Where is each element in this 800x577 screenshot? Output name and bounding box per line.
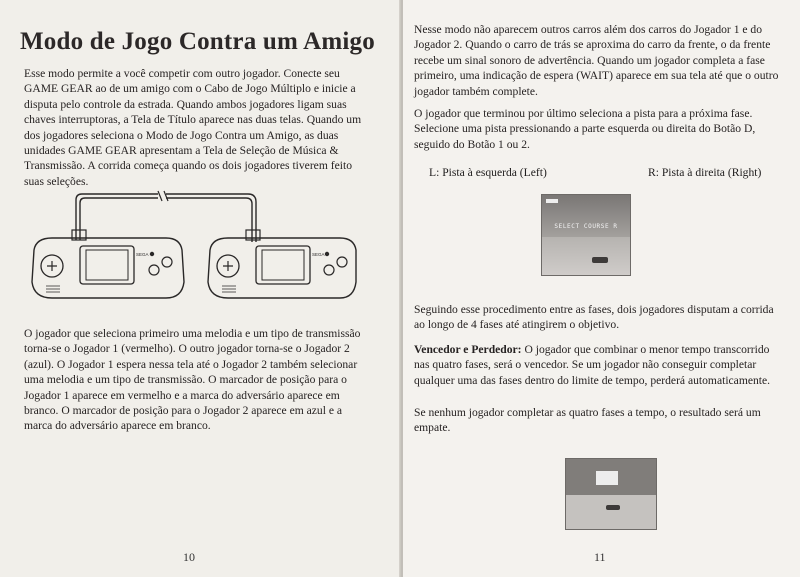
race-screenshot <box>565 458 657 530</box>
winner-loser-text: O jogador que combinar o menor tempo transcorrido nas quatro fases, será o vencedor. Se um jogador não conseguir completar qualquer uma das fases dentro do limite de tempo, perderá automaticamente. <box>414 343 771 387</box>
page-number-right: 11 <box>594 550 606 564</box>
winner-loser-paragraph <box>414 342 780 388</box>
player-paragraph: O jogador que seleciona primeiro uma melodia e um tipo de transmissão torna-se o Jogador 1 (vermelho). O outro jogador torna-se o Jogador 2 (azul). O Jogador 1 espera nessa tela até o Jogador 2 também selecionar uma melodia e um tipo de transmissão. O marcador de posição para o Jogador 1 aparece em vermelho e a marca do adversário aparece em branco. O marcador de posição para o Jogador 2 aparece em azul e a marca do adversário aparece em branco. <box>24 327 361 433</box>
select-course-screenshot <box>541 194 631 276</box>
winner-loser-label: Vencedor e Perdedor: <box>414 343 522 356</box>
draw-paragraph: Se nenhum jogador completar as quatro fases a tempo, o resultado será um empate. <box>414 406 761 435</box>
intro-paragraph: Esse modo permite a você competir com outro jogador. Conecte seu GAME GEAR ao de um amigo com o Cabo de Jogo Múltiplo e inicie a disputa pelo controle da estrada. Quando ambos jogadores ligam suas chaves interruptoras, a Tela de Título aparece nas duas telas. Quando um dos jogadores seleciona o Modo de Jogo Contra um Amigo, as duas unidades GAME GEAR apresentam a Tela de Seleção de Música & Transmissão. A corrida começa quando os dois jogadores tiverem feito suas seleções. <box>24 67 362 188</box>
page-title: Modo de Jogo Contra um Amigo <box>20 28 375 55</box>
page-number-left: 10 <box>183 550 195 564</box>
right-track-label: R: Pista à direita (Right) <box>648 166 762 179</box>
right-page <box>403 0 800 577</box>
select-track-paragraph: O jogador que terminou por último seleciona a pista para a próxima fase. Selecione uma pista pressionando a parte esquerda ou direita do Botão D, seguido do Botão 1 ou 2. <box>414 107 756 151</box>
stages-paragraph: Seguindo esse procedimento entre as fases, dois jogadores disputam a corrida ao longo de 4 fases até atingirem o objetivo. <box>414 303 774 332</box>
select-course-text: SELECT COURSE R <box>554 223 618 230</box>
race-road <box>566 495 656 529</box>
link-cable-illustration <box>28 190 358 302</box>
device-logo-1: SEGA <box>136 252 149 257</box>
car-sprite <box>592 257 608 263</box>
no-other-cars-paragraph: Nesse modo não aparecem outros carros além dos carros do Jogador 1 e do Jogador 2. Quando o carro de trás se aproxima do carro da frente, o da frente recebe um sinal sonoro de advertência. Quando um jogador completa a fase primeiro, uma indicação de espera (WAIT) aparece em sua tela até que o outro jogador também complete. <box>414 23 779 98</box>
left-track-label: L: Pista à esquerda (Left) <box>429 166 547 179</box>
screen-hud <box>546 199 558 203</box>
screen-road <box>542 237 630 275</box>
game-gear-device-2 <box>208 230 356 298</box>
race-car-sprite <box>606 505 620 510</box>
race-status-box <box>596 471 618 485</box>
game-gear-device-1 <box>32 230 184 298</box>
device-logo-2: SEGA <box>312 252 325 257</box>
